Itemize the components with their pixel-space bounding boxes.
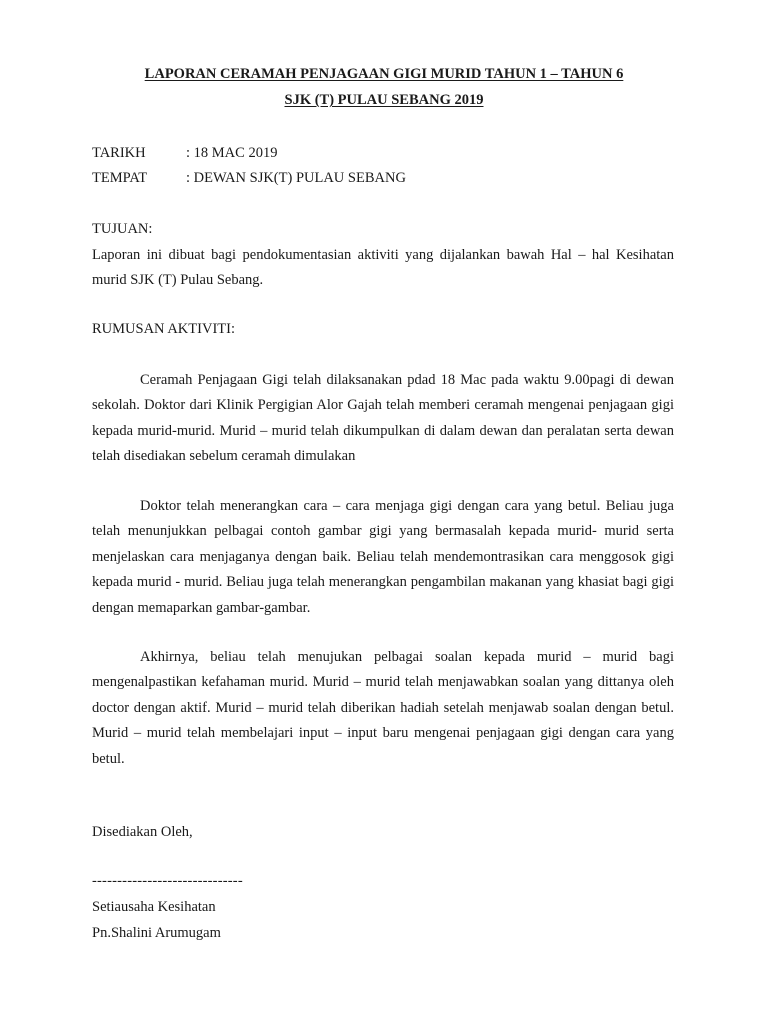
place-label: TEMPAT <box>92 170 148 186</box>
date-value: : 18 MAC 2019 <box>186 145 278 161</box>
date-row <box>92 145 277 162</box>
signature-line: ------------------------------ <box>92 873 243 889</box>
signatory-role: Setiausaha Kesihatan <box>92 899 216 915</box>
summary-paragraph-3: Akhirnya, beliau telah menujukan pelbagai soalan kepada murid – murid bagi mengenalpastikan kefahaman murid. Murid – murid telah menjawabkan soalan yang dittanya oleh doctor dengan aktif. Murid – murid telah diberikan hadiah setelah menjawab soalan dengan betul. Murid – murid telah membelajari input – input baru mengenai penjagaan gigi dengan cara yang betul. <box>92 649 674 767</box>
prepared-by-label: Disediakan Oleh, <box>92 824 193 840</box>
date-label: TARIKH <box>92 145 146 161</box>
summary-heading: RUMUSAN AKTIVITI: <box>92 321 235 337</box>
purpose-paragraph: Laporan ini dibuat bagi pendokumentasian aktiviti yang dijalankan bawah Hal – hal Kesihatan murid SJK (T) Pulau Sebang. <box>92 247 674 289</box>
summary-paragraph-1: Ceramah Penjagaan Gigi telah dilaksanakan pdad 18 Mac pada waktu 9.00pagi di dewan sekolah. Doktor dari Klinik Pergigian Alor Gajah telah memberi ceramah mengenai penjagaan gigi kepada murid-murid. Murid – murid telah dikumpulkan di dalam dewan dan peralatan serta dewan telah disediakan sebelum ceramah dimulakan <box>92 372 674 465</box>
signatory-name: Pn.Shalini Arumugam <box>92 925 221 941</box>
purpose-heading: TUJUAN: <box>92 221 153 237</box>
place-row <box>92 170 406 187</box>
report-subtitle: SJK (T) PULAU SEBANG 2019 <box>284 92 484 108</box>
summary-paragraph-2: Doktor telah menerangkan cara – cara menjaga gigi dengan cara yang betul. Beliau juga telah menunjukkan pelbagai contoh gambar gigi yang bermasalah kepada murid- murid serta menjelaskan cara menjaganya dengan baik. Beliau telah mendemontrasikan cara menggosok gigi kepada murid - murid. Beliau juga telah menerangkan pengambilan makanan yang khasiat bagi gigi dengan memaparkan gambar-gambar. <box>92 498 674 616</box>
place-value: : DEWAN SJK(T) PULAU SEBANG <box>186 170 406 186</box>
report-title: LAPORAN CERAMAH PENJAGAAN GIGI MURID TAHUN 1 – TAHUN 6 <box>144 66 624 82</box>
